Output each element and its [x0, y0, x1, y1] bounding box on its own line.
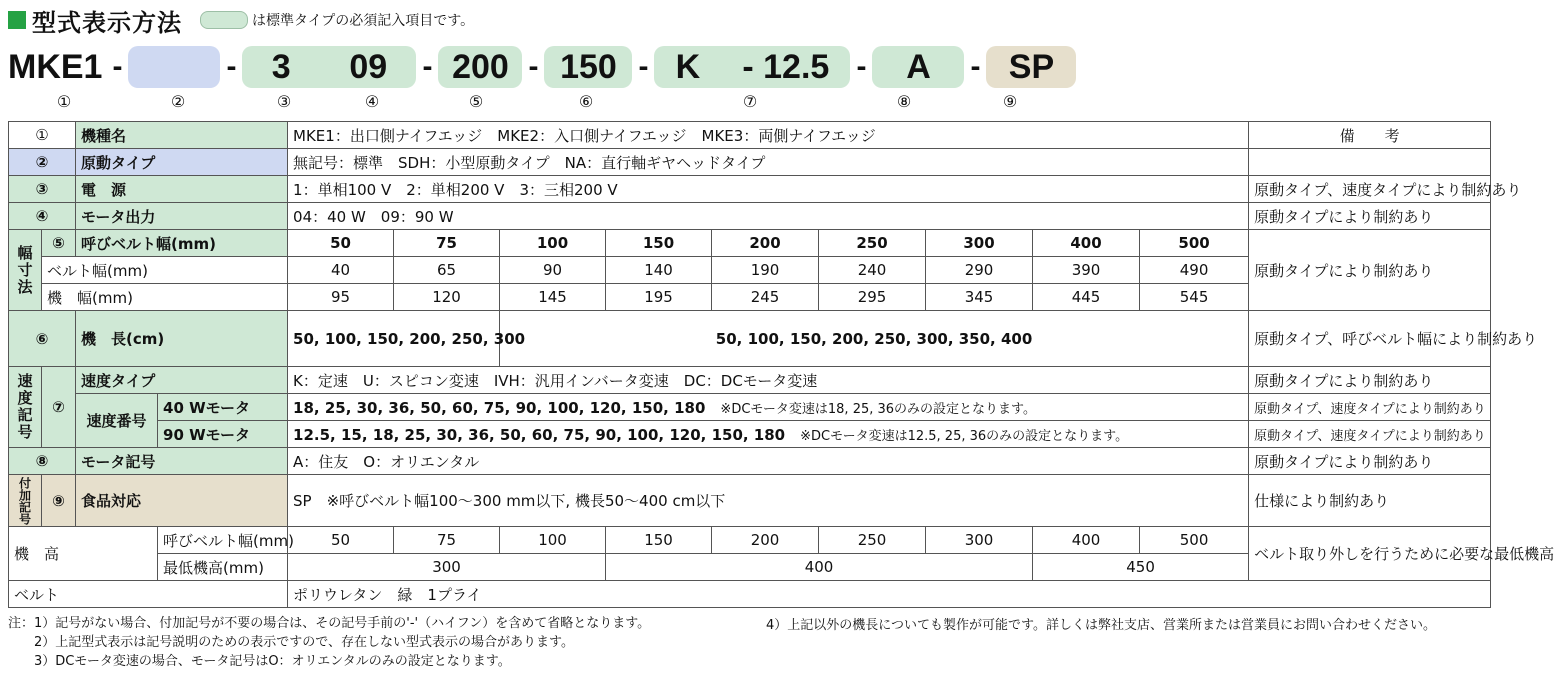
content-cell: 1：単相100 V 2：単相200 V 3：三相200 V — [288, 176, 1249, 203]
title-square-icon — [8, 11, 26, 29]
value-cell: 445 — [1033, 284, 1140, 311]
value-cell: 490 — [1140, 257, 1249, 284]
content-cell: 無記号：標準 SDH：小型原動タイプ NA：直行軸ギヤヘッドタイプ — [288, 149, 1249, 176]
remark-cell: 原動タイプ、速度タイプにより制約あり — [1249, 421, 1491, 448]
page-title: 型式表示方法 — [32, 8, 182, 37]
row-food — [9, 475, 1491, 527]
dash: - — [112, 50, 123, 83]
label-cell: 速度タイプ — [76, 367, 288, 394]
label-cell: 機種名 — [76, 122, 288, 149]
row-speed-type — [9, 367, 1491, 394]
row-speed-40w — [9, 394, 1491, 421]
content-cell: K：定速 U：スピコン変速 IVH：汎用インバータ変速 DC：DCモータ変速 — [288, 367, 1249, 394]
num-cell: ⑦ — [42, 367, 76, 448]
label-cell: 呼びベルト幅(mm) — [76, 230, 288, 257]
num-cell: ④ — [9, 203, 76, 230]
remark-cell — [1249, 149, 1491, 176]
label-cell: 食品対応 — [76, 475, 288, 527]
code-number: ④ — [364, 92, 380, 111]
value-cell: 500 — [1140, 527, 1249, 554]
value-cell: 400 — [1033, 527, 1140, 554]
speed-note: ※DCモータ変速は12.5, 25, 36のみの設定となります。 — [800, 428, 1129, 444]
label-cell: モータ記号 — [76, 448, 288, 475]
code-number: ⑥ — [578, 92, 594, 111]
code-number: ⑨ — [1002, 92, 1018, 111]
num-cell: ⑧ — [9, 448, 76, 475]
content-cell: A：住友 O：オリエンタル — [288, 448, 1249, 475]
value-cell: 450 — [1033, 554, 1249, 581]
value-cell: 145 — [500, 284, 606, 311]
row-drive-type — [9, 149, 1491, 176]
value-cell: 75 — [394, 527, 500, 554]
remark-cell: 原動タイプにより制約あり — [1249, 367, 1491, 394]
dash: - — [970, 50, 981, 83]
value-cell: 150 — [606, 230, 712, 257]
row-power — [9, 176, 1491, 203]
speed-note: ※DCモータ変速は18, 25, 36のみの設定となります。 — [720, 401, 1036, 417]
content-cell: SP ※呼びベルト幅100～300 mm以下, 機長50～400 cm以下 — [288, 475, 1249, 527]
footnote: 3）DCモータ変速の場合、モータ記号はO：オリエンタルのみの設定となります。 — [8, 654, 511, 669]
code-output: 09 — [349, 47, 388, 86]
code-belt-width: 200 — [438, 46, 522, 88]
value-cell: 300 — [288, 554, 606, 581]
code-power-output — [242, 46, 416, 88]
remark-cell: 仕様により制約あり — [1249, 475, 1491, 527]
row-speed-90w — [9, 421, 1491, 448]
value-cell: 90 — [500, 257, 606, 284]
value-cell: 200 — [712, 527, 819, 554]
code-drive-type — [128, 46, 220, 88]
remark-cell: 原動タイプ、速度タイプにより制約あり — [1249, 176, 1491, 203]
spec-table — [8, 121, 1554, 608]
label-cell: 機 長(cm) — [76, 311, 288, 367]
value-cell: 390 — [1033, 257, 1140, 284]
label-cell: 原動タイプ — [76, 149, 288, 176]
value-cell: 195 — [606, 284, 712, 311]
value-cell: 65 — [394, 257, 500, 284]
remark-cell: 原動タイプ、呼びベルト幅により制約あり — [1249, 311, 1491, 367]
footnote: 4）上記以外の機長についても製作が可能です。詳しくは弊社支店、営業所または営業員にお問い合わせください。 — [766, 618, 1436, 633]
row-motor-code — [9, 448, 1491, 475]
code-motor: A — [872, 46, 964, 88]
model-prefix: MKE1 — [8, 47, 103, 86]
value-cell: 95 — [288, 284, 394, 311]
num-cell: ⑤ — [42, 230, 76, 257]
value-cell: 120 — [394, 284, 500, 311]
label-cell: 40 Wモータ — [158, 394, 288, 421]
row-belt — [9, 581, 1491, 608]
num-cell: ⑥ — [9, 311, 76, 367]
value-cell: 295 — [819, 284, 926, 311]
dash: - — [638, 50, 649, 83]
legend-swatch — [200, 11, 248, 29]
value-cell: 300 — [926, 527, 1033, 554]
content-cell — [288, 394, 1249, 421]
code-speed — [654, 46, 850, 88]
remark-cell: 原動タイプ、速度タイプにより制約あり — [1249, 394, 1491, 421]
code-number: ② — [170, 92, 186, 111]
num-cell: ③ — [9, 176, 76, 203]
value-cell: 100 — [500, 230, 606, 257]
value-cell: 190 — [712, 257, 819, 284]
label-cell: 機 幅(mm) — [42, 284, 288, 311]
header — [8, 2, 474, 38]
row-motor-output — [9, 203, 1491, 230]
content-cell: ポリウレタン 緑 1プライ — [288, 581, 1491, 608]
code-number: ① — [56, 92, 72, 111]
speed-values: 18, 25, 30, 36, 50, 60, 75, 90, 100, 120, 150, 180 — [293, 398, 706, 417]
value-cell: 100 — [500, 527, 606, 554]
value-cell: 300 — [926, 230, 1033, 257]
value-cell: 345 — [926, 284, 1033, 311]
row-height-nominal — [9, 527, 1491, 554]
value-cell: 240 — [819, 257, 926, 284]
label-cell: モータ出力 — [76, 203, 288, 230]
length-right: 50, 100, 150, 200, 250, 300, 350, 400 — [500, 311, 1249, 367]
code-number: ⑤ — [468, 92, 484, 111]
value-cell: 75 — [394, 230, 500, 257]
length-left: 50, 100, 150, 200, 250, 300 — [288, 311, 500, 367]
label-cell: 機 高 — [9, 527, 158, 581]
remark-cell: 原動タイプにより制約あり — [1249, 230, 1491, 311]
num-cell: ⑨ — [42, 475, 76, 527]
value-cell: 200 — [712, 230, 819, 257]
footnote: 2）上記型式表示は記号説明のための表示ですので、存在しない型式表示の場合があります。 — [8, 635, 574, 650]
code-length: 150 — [544, 46, 632, 88]
code-numbers — [0, 92, 1100, 116]
label-cell: 90 Wモータ — [158, 421, 288, 448]
code-option: SP — [986, 46, 1076, 88]
value-cell: 500 — [1140, 230, 1249, 257]
dash: - — [528, 50, 539, 83]
value-cell: 40 — [288, 257, 394, 284]
value-cell: 140 — [606, 257, 712, 284]
dash: - — [226, 50, 237, 83]
value-cell: 250 — [819, 527, 926, 554]
label-cell: 電 源 — [76, 176, 288, 203]
speed-values: 12.5, 15, 18, 25, 30, 36, 50, 60, 75, 90, 100, 120, 150, 180 — [293, 425, 786, 444]
group-cell: 幅寸法 — [9, 230, 42, 311]
value-cell: 50 — [288, 230, 394, 257]
dash: - — [422, 50, 433, 83]
content-cell — [288, 421, 1249, 448]
dash: - — [856, 50, 867, 83]
remark-cell: ベルト取り外しを行うために必要な最低機高 — [1249, 527, 1491, 581]
group-cell: 速度記号 — [9, 367, 42, 448]
remark-header: 備 考 — [1249, 122, 1491, 149]
footnotes — [8, 614, 650, 671]
code-number: ⑦ — [742, 92, 758, 111]
value-cell: 50 — [288, 527, 394, 554]
content-cell: 04：40 W 09：90 W — [288, 203, 1249, 230]
code-number: ③ — [276, 92, 292, 111]
label-cell: 最低機高(mm) — [158, 554, 288, 581]
label-cell: ベルト — [9, 581, 288, 608]
remark-cell: 原動タイプにより制約あり — [1249, 448, 1491, 475]
legend-text: は標準タイプの必須記入項目です。 — [252, 13, 475, 29]
value-cell: 150 — [606, 527, 712, 554]
value-cell: 545 — [1140, 284, 1249, 311]
num-cell: ① — [9, 122, 76, 149]
value-cell: 290 — [926, 257, 1033, 284]
row-model-name — [9, 122, 1491, 149]
value-cell: 250 — [819, 230, 926, 257]
content-cell: MKE1：出口側ナイフエッジ MKE2：入口側ナイフエッジ MKE3：両側ナイフエッジ — [288, 122, 1249, 149]
remark-cell: 原動タイプにより制約あり — [1249, 203, 1491, 230]
model-code — [8, 44, 1076, 90]
value-cell: 400 — [606, 554, 1033, 581]
code-speed-no: - 12.5 — [742, 47, 830, 86]
row-machine-length — [9, 311, 1491, 367]
label-cell: 速度番号 — [76, 394, 158, 448]
label-cell: ベルト幅(mm) — [42, 257, 288, 284]
num-cell: ② — [9, 149, 76, 176]
group-cell: 付加記号 — [9, 475, 42, 527]
row-nominal-width — [9, 230, 1491, 257]
code-speed-type: K — [675, 47, 701, 86]
code-power: 3 — [271, 47, 291, 86]
label-cell: 呼びベルト幅(mm) — [158, 527, 288, 554]
footnote: 注：1）記号がない場合、付加記号が不要の場合は、その記号手前の'-'（ハイフン）を含めて省略となります。 — [8, 616, 651, 631]
code-number: ⑧ — [896, 92, 912, 111]
value-cell: 400 — [1033, 230, 1140, 257]
value-cell: 245 — [712, 284, 819, 311]
